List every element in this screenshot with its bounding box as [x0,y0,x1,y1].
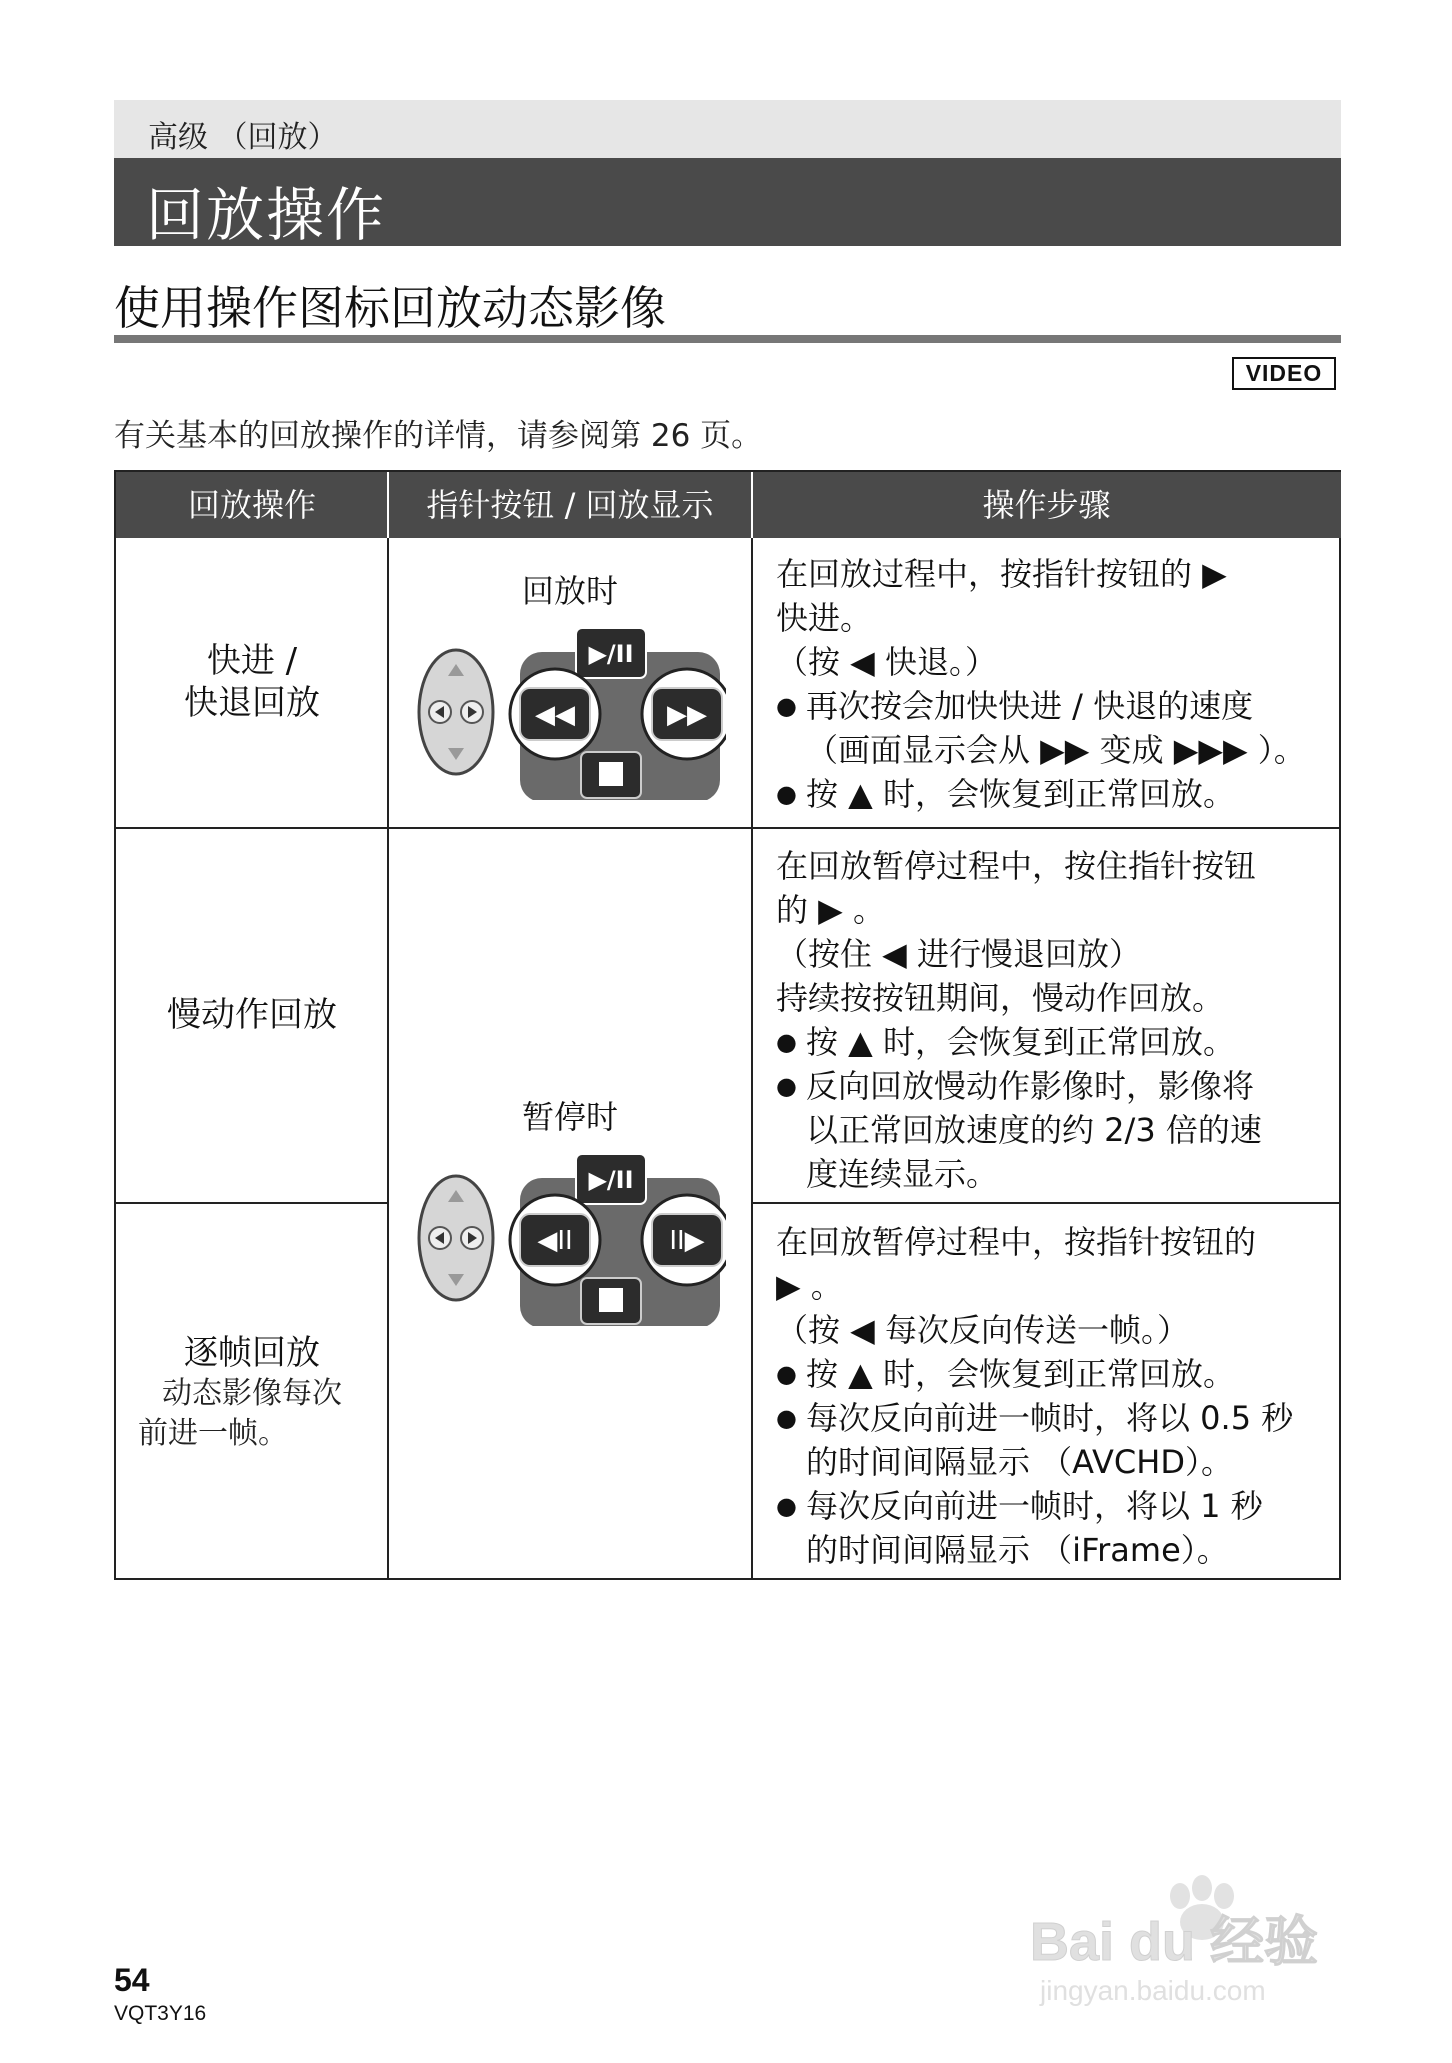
bullet-line: ● 每次反向前进一帧时，将以 1 秒 [806,1487,1263,1525]
breadcrumb-text: 高级 （回放） [148,120,338,155]
bullet-line: 的时间间隔显示 （iFrame）。 [806,1531,1229,1569]
step-line: 在回放暂停过程中，按指针按钮的 [776,1223,1257,1261]
bullet-item [776,1064,1336,1196]
page-number: 54 [114,1962,150,1998]
bullet-item [776,1396,1336,1484]
slow-forward-icon: II▶ [669,1226,705,1256]
header-divider [387,472,389,538]
operations-table [114,470,1341,1580]
bullet-line: 以正常回放速度的约 2/3 倍的速 [806,1111,1262,1149]
breadcrumb [114,100,1341,158]
step-line: 在回放暂停过程中，按住指针按钮 [776,847,1257,885]
bullet-line: ● 按 ▲ 时，会恢复到正常回放。 [806,1355,1235,1393]
column-divider [751,472,753,1580]
step-line: （按住 ◀ 进行慢退回放） [776,935,1141,973]
bullet-line: ● 按 ▲ 时，会恢复到正常回放。 [806,1023,1235,1061]
operation-slow-motion [116,994,388,1036]
row-divider [752,1202,1341,1204]
operation-note: 动态影像每次 [162,1376,342,1411]
fast-forward-icon: ▶▶ [667,700,707,730]
baidu-jingyan-watermark [1030,1860,1360,2010]
bullet-line: ● 按 ▲ 时，会恢复到正常回放。 [806,775,1235,813]
row-divider [116,1202,388,1204]
bullet-line: ● 每次反向前进一帧时，将以 0.5 秒 [806,1399,1294,1437]
bullet-item [776,1352,1336,1396]
step-line: （按 ◀ 快退。） [776,643,997,681]
bullet-item [776,684,1336,772]
operation-note: 前进一帧。 [138,1416,288,1451]
header-display: 指针按钮 / 回放显示 [388,472,752,538]
bullet-line: ● 反向回放慢动作影像时，影像将 [806,1067,1255,1105]
bullet-item [776,772,1336,816]
section-divider [114,335,1341,343]
video-badge: VIDEO [1232,357,1336,390]
operation-fast-forward [116,640,388,724]
header-operation: 回放操作 [116,472,388,538]
bullet-item [776,1020,1336,1064]
watermark-brand: Bai du 经验 [1030,1912,1319,1972]
watermark-url: jingyan.baidu.com [1040,1975,1266,2006]
operation-line: 快退回放 [184,683,320,723]
operation-line: 慢动作回放 [167,995,337,1035]
display-label-paused: 暂停时 [521,1098,618,1136]
step-line: 的 ▶ 。 [776,891,885,929]
joystick-paused-diagram [416,1146,726,1326]
steps-frame-by-frame [776,1220,1336,1572]
steps-fast-forward [776,552,1336,816]
operation-line: 逐帧回放 [184,1333,320,1373]
steps-slow-motion [776,844,1336,1196]
bullet-line: 的时间间隔显示 （AVCHD）。 [806,1443,1233,1481]
rewind-icon: ◀◀ [535,700,575,730]
stop-icon [599,1288,623,1312]
section-title: 使用操作图标回放动态影像 [114,281,666,335]
bullet-line: ● 再次按会加快快进 / 快退的速度 [806,687,1254,725]
header-divider [751,472,753,538]
stop-icon [599,762,623,786]
bullet-line: 度连续显示。 [806,1155,999,1193]
header-steps: 操作步骤 [752,472,1341,538]
play-pause-icon: ▶/II [588,640,634,668]
operation-frame-by-frame [116,1332,388,1454]
step-line: ▶ 。 [776,1267,843,1305]
operation-line: 快进 / [206,641,298,681]
play-pause-icon: ▶/II [588,1166,634,1194]
bullet-line: （画面显示会从 ▶▶ 变成 ▶▶▶ ）。 [806,731,1306,769]
bullet-item [776,1484,1336,1572]
row-divider [116,827,1341,829]
intro-text: 有关基本的回放操作的详情，请参阅第 26 页。 [114,418,763,454]
slow-rewind-icon: ◀II [537,1226,573,1256]
step-line: 在回放过程中，按指针按钮的 ▶ [776,555,1227,593]
chapter-banner [114,158,1341,249]
step-line: （按 ◀ 每次反向传送一帧。） [776,1311,1189,1349]
joystick-playback-diagram [416,620,726,800]
step-line: 持续按按钮期间，慢动作回放。 [776,979,1225,1017]
document-code: VQT3Y16 [114,2002,207,2025]
chapter-title: 回放操作 [146,181,387,249]
step-line: 快进。 [776,599,873,637]
display-label-playback: 回放时 [521,572,618,610]
